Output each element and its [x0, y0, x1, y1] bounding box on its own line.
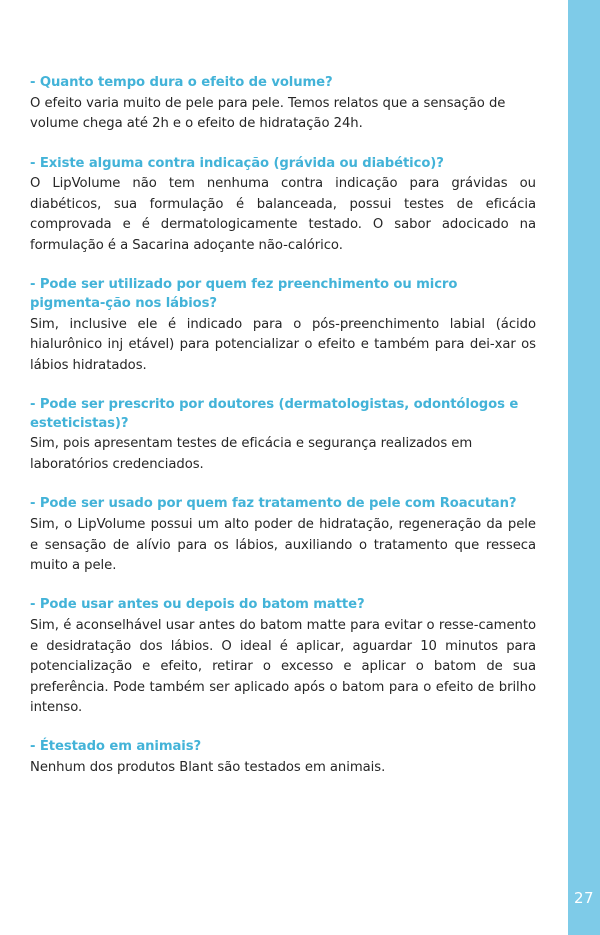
faq-answer: Sim, o LipVolume possui um alto poder de hidratação, regeneração da pele e sensação de alívio para os lábios, auxiliando o tratamento que resseca muito a pele.	[30, 517, 536, 574]
faq-item	[30, 276, 536, 376]
faq-answer: O LipVolume não tem nenhuma contra indicação para grávidas ou diabéticos, sua formulação é balanceada, possui testes de eficácia comprovada e é dermatologicamente testado. O sabor adocicado na formulação é a Sacarina adoçante não-calórico.	[30, 176, 536, 253]
faq-answer: O efeito varia muito de pele para pele. Temos relatos que a sensação de volume chega até 2h e o efeito de hidratação 24h.	[30, 95, 506, 132]
faq-question: - Pode usar antes ou depois do batom matte?	[30, 597, 365, 613]
page-number: 27	[573, 889, 595, 907]
faq-answer: Sim, inclusive ele é indicado para o pós-preenchimento labial (ácido hialurônico inj etável) para potencializar o efeito e também para dei-xar os lábios hidratados.	[30, 316, 536, 373]
faq-question: - Pode ser prescrito por doutores (dermatologistas, odontólogos e esteticistas)?	[30, 397, 519, 431]
faq-item	[30, 396, 536, 475]
faq-item	[30, 495, 536, 576]
faq-question: - Existe alguma contra indicação (grávida ou diabético)?	[30, 155, 444, 171]
faq-item	[30, 155, 536, 257]
faq-question: - Étestado em animais?	[30, 739, 202, 755]
faq-question: - Pode ser utilizado por quem fez preenchimento ou micro pigmenta-ção nos lábios?	[30, 277, 458, 311]
faq-question: - Quanto tempo dura o efeito de volume?	[30, 75, 333, 90]
faq-item	[30, 74, 536, 135]
faq-answer: Sim, pois apresentam testes de eficácia e segurança realizados em laboratórios credenciados.	[30, 436, 473, 472]
faq-answer: Nenhum dos produtos Blant são testados em animais.	[30, 760, 386, 776]
faq-question: - Pode ser usado por quem faz tratamento de pele com Roacutan?	[30, 496, 517, 512]
faq-answer: Sim, é aconselhável usar antes do batom matte para evitar o resse-camento e desidratação dos lábios. O ideal é aplicar, aguardar 10 minutos para potencialização e efeito, retirar o excesso e aplicar o batom de sua preferência. Pode também ser aplicado após o batom para o efeito de brilho intenso.	[30, 618, 536, 716]
faq-item	[30, 596, 536, 718]
faq-item	[30, 738, 536, 778]
right-accent-band	[568, 0, 600, 935]
